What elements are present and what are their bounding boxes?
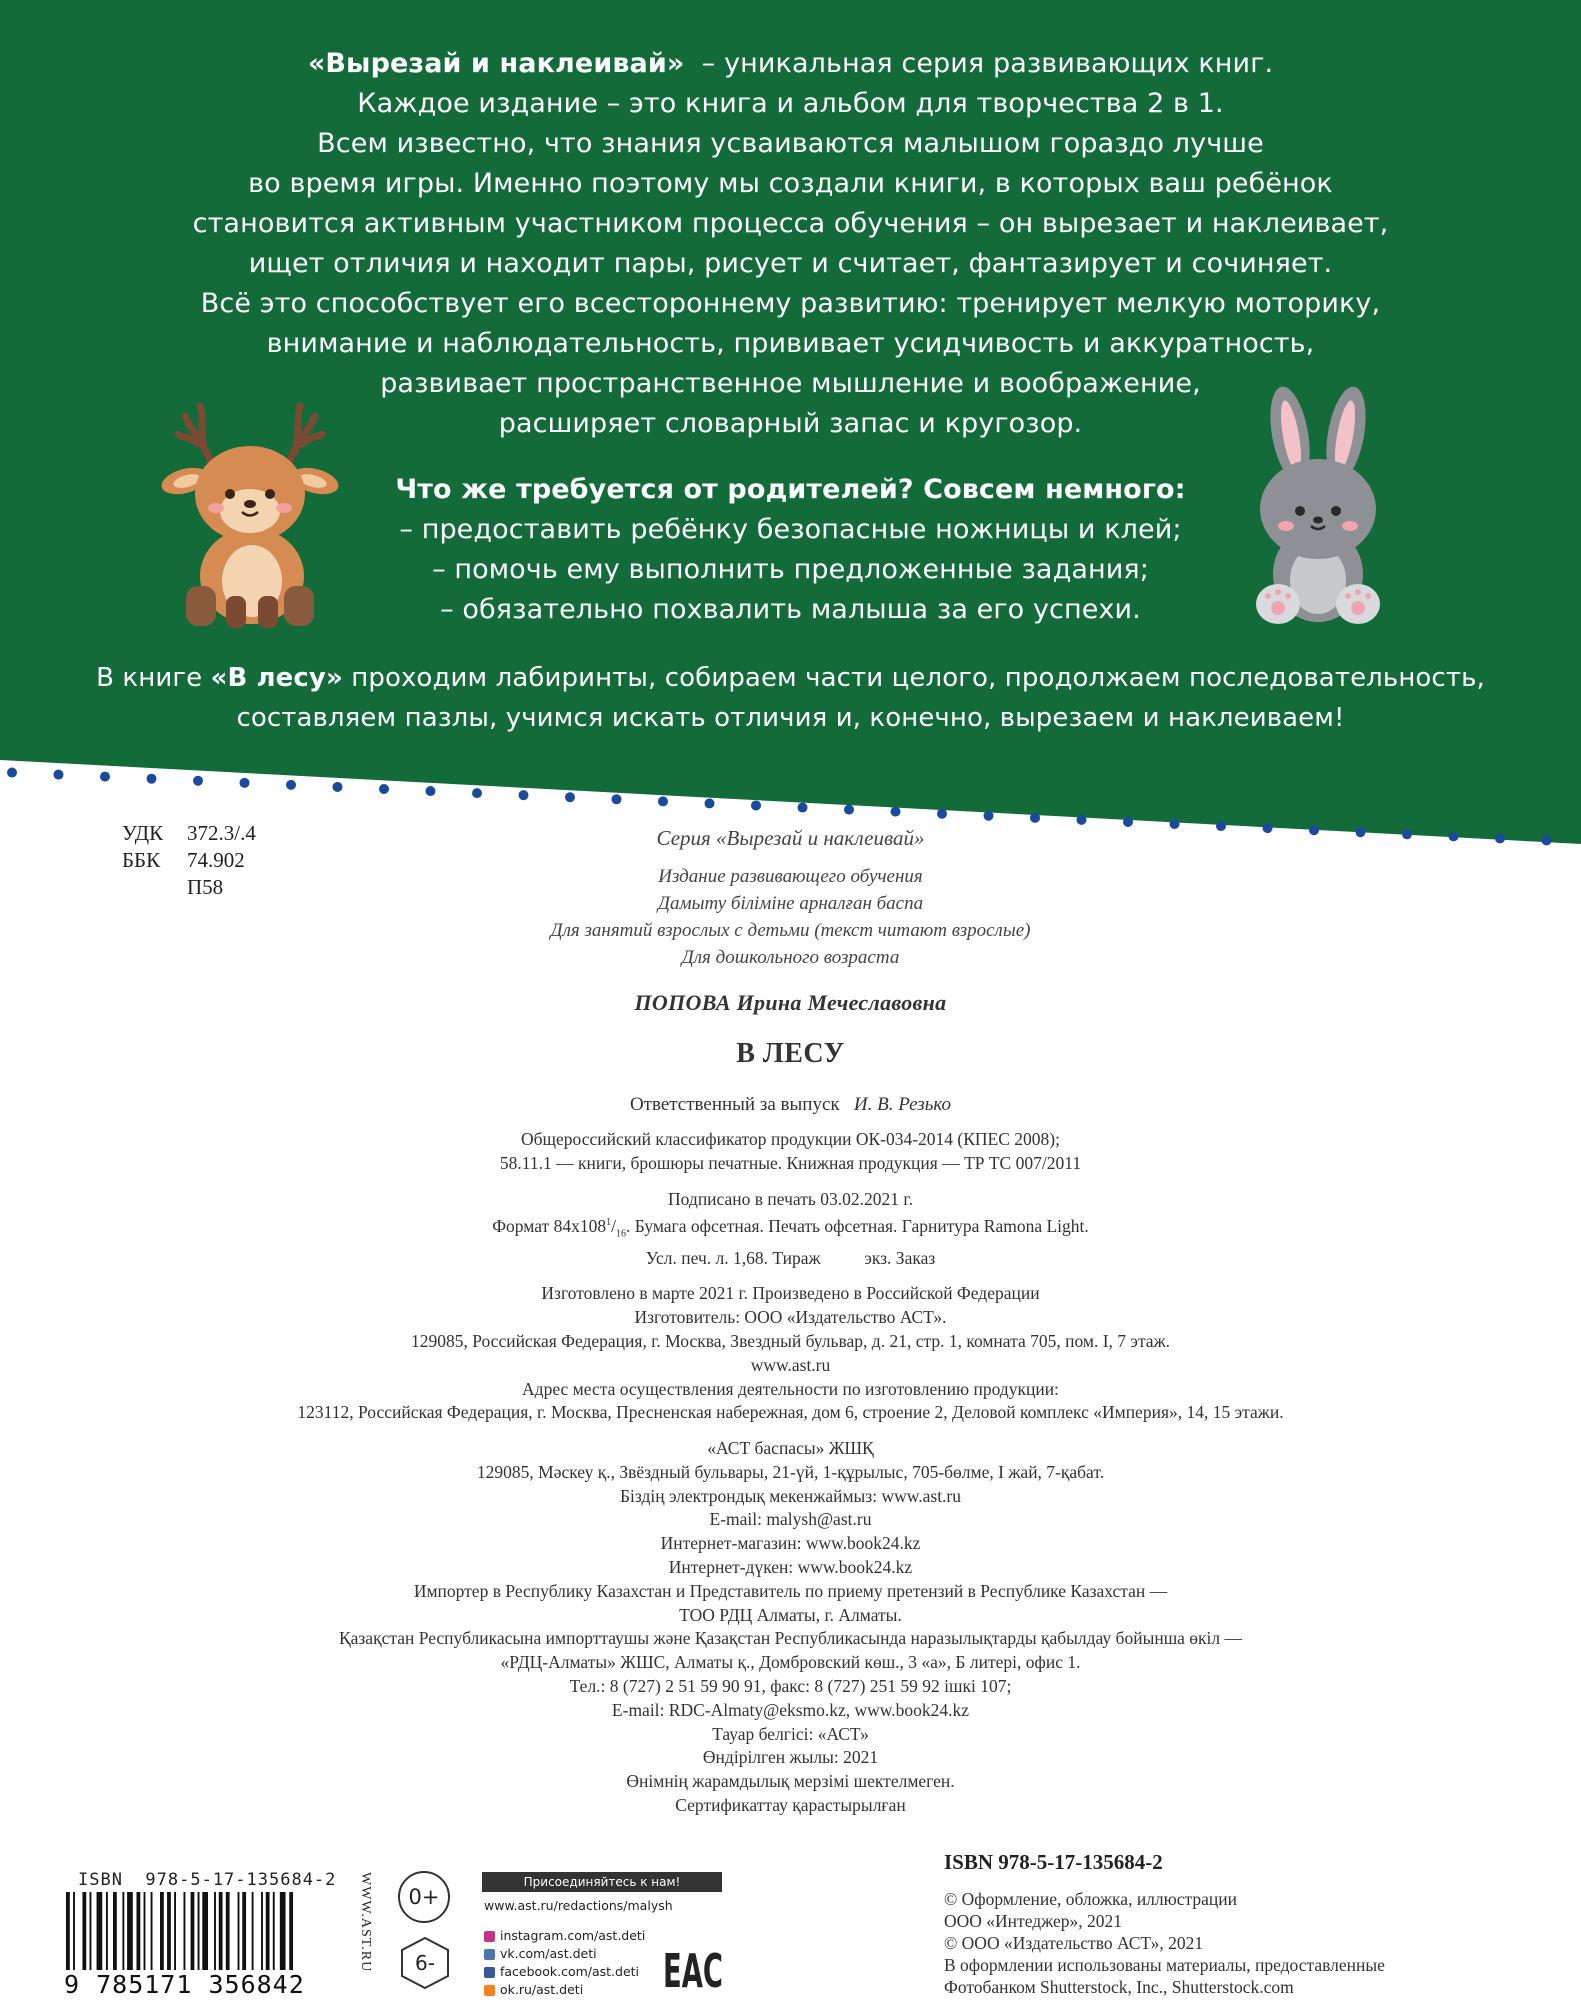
format-sup: 1: [606, 1217, 612, 1229]
kz-line: Интернет-дүкен: www.book24.kz: [668, 1557, 913, 1578]
intro-line: [0, 244, 1581, 284]
responsible-name: И. В. Резько: [853, 1094, 952, 1115]
edition-line: Издание развивающего обучения: [658, 866, 923, 887]
dot: [844, 805, 854, 815]
barcode-bar: [127, 1892, 133, 1974]
barcode-bar: [174, 1892, 176, 1974]
social-link-text: facebook.com/ast.deti: [500, 1964, 640, 1979]
svg-text:EAC: EAC: [663, 1944, 723, 1998]
inbook-text-2: составляем пазлы, учимся искать отличия и, конечно, вырезаем и наклеиваем!: [236, 703, 1345, 733]
eac-mark: [662, 1935, 724, 1998]
kz-line: Тауар белгісі: «АСТ»: [712, 1723, 869, 1744]
kz-line: Қазақстан Республикасына импорттаушы және Қазақстан Республикасында наразылықтарды қабылдау бойынша өкіл —: [338, 1628, 1243, 1649]
dot: [519, 790, 529, 800]
intro-line-text: Всем известно, что знания усваиваются малышом гораздо лучше: [317, 128, 1264, 159]
intro-line-text: расширяет словарный запас и кругозор.: [498, 408, 1083, 439]
manufacture-line: Изготовлено в марте 2021 г. Произведено в Российской Федерации: [541, 1283, 1040, 1304]
publication-details: [0, 1128, 1581, 1818]
intro-line-text: Всё это способствует его всестороннему развитию: тренирует мелкую моторику,: [200, 288, 1381, 319]
dot: [472, 788, 482, 798]
kz-line: E-mail: RDC-Almaty@eksmo.kz, www.book24.kz: [611, 1699, 970, 1720]
edition-notes: [0, 863, 1581, 971]
barcode-bar: [137, 1892, 141, 1974]
barcode-bar: [242, 1892, 246, 1974]
manufacture-line: 129085, Российская Федерация, г. Москва, Звездный бульвар, д. 21, стр. 1, комната 705, пом. I, 7 этаж.: [410, 1330, 1171, 1351]
barcode-bar: [106, 1892, 108, 1974]
print-sheets: Усл. печ. л. 1,68. Тираж экз. Заказ: [645, 1247, 936, 1268]
vk-icon: [484, 1949, 495, 1960]
barcode-bar: [261, 1892, 263, 1974]
social-link-text: ok.ru/ast.deti: [500, 1982, 584, 1997]
social-link-facebook[interactable]: [484, 1963, 645, 1981]
intro-line-text: внимание и наблюдательность, прививает усидчивость и аккуратность,: [266, 328, 1315, 359]
udk-label: УДК: [122, 821, 164, 845]
format-prefix: Формат 84x108: [492, 1216, 607, 1237]
intro-line-text: – уникальная серия развивающих книг.: [684, 48, 1274, 79]
barcode-bar: [160, 1892, 164, 1974]
intro-line: [0, 164, 1581, 204]
barcode-bar: [273, 1892, 275, 1974]
dot: [612, 794, 622, 804]
parents-item: – помочь ему выполнить предложенные задания;: [432, 554, 1149, 585]
signed-date: Подписано в печать 03.02.2021 г.: [668, 1188, 913, 1209]
dot: [379, 784, 389, 794]
ok-icon: [484, 1985, 495, 1996]
manufacture-line: www.ast.ru: [750, 1354, 831, 1375]
age-rating: 0+: [398, 1871, 450, 1923]
barcode-bar: [266, 1892, 270, 1974]
kz-line: «АСТ баспасы» ЖШҚ: [707, 1438, 874, 1459]
intro-line: [0, 44, 1581, 84]
intro-line: [0, 284, 1581, 324]
social-url[interactable]: www.ast.ru/redactions/malysh: [484, 1898, 673, 1913]
barcode-bar: [238, 1892, 240, 1974]
inbook-text: проходим лабиринты, собираем части целого, продолжаем последовательность,: [342, 663, 1485, 693]
social-links: [484, 1927, 645, 1999]
kz-line: «РДЦ-Алматы» ЖШС, Алматы қ., Домбровский көш., 3 «а», Б литері, офис 1.: [500, 1652, 1081, 1673]
barcode-bar: [82, 1892, 86, 1974]
age-hex-icon: [398, 1936, 452, 1990]
series-name: «Вырезай и наклеивай»: [307, 48, 685, 79]
dot: [565, 792, 575, 802]
parents-heading: Что же требуется от родителей? Совсем немного:: [395, 474, 1186, 505]
kz-line: Сертификаттау қарастырылған: [675, 1795, 906, 1816]
barcode-isbn: ISBN 978-5-17-135684-2: [78, 1870, 337, 1890]
instagram-icon: [484, 1931, 495, 1942]
dot: [147, 774, 157, 784]
dot: [54, 770, 64, 780]
dot: [798, 803, 808, 813]
intro-line-text: развивает пространственное мышление и воображение,: [380, 368, 1201, 399]
barcode-bar: [167, 1892, 171, 1974]
social-link-instagram[interactable]: [484, 1927, 645, 1945]
intro-line: [0, 84, 1581, 124]
responsible-label: Ответственный за выпуск: [629, 1094, 840, 1115]
dot: [426, 786, 436, 796]
udk-value: 372.3/.4: [187, 821, 256, 845]
edition-line: Для дошкольного возраста: [681, 947, 900, 968]
social-link-ok[interactable]: [484, 1981, 645, 1999]
parents-section: [0, 470, 1581, 630]
format-rest: . Бумага офсетная. Печать офсетная. Гарнитура Ramona Light.: [625, 1216, 1089, 1237]
kz-line: 129085, Мәскеу қ., Звёздный бульвары, 21-үй, 1-құрылыс, 705-бөлме, I жай, 7-қабат.: [476, 1461, 1105, 1482]
social-link-text: vk.com/ast.deti: [500, 1946, 597, 1961]
barcode-bar: [122, 1892, 124, 1974]
kz-line: Біздің электрондық мекенжаймыз: www.ast.ru: [619, 1485, 962, 1506]
dot: [705, 798, 715, 808]
author-sign-value: П58: [187, 875, 224, 899]
kz-line: Импортер в Республику Казахстан и Представитель по приему претензий в Республике Казахстан —: [413, 1580, 1168, 1601]
barcode-bar: [198, 1892, 200, 1974]
dot: [891, 807, 901, 817]
manufacture-line: 123112, Российская Федерация, г. Москва, Пресненская набережная, дом 6, строение 2, Деловой комплекс «Империя», 14, 15 этажи.: [297, 1402, 1284, 1423]
copyright-line: © ООО «Издательство АСТ», 2021: [944, 1933, 1204, 1953]
facebook-icon: [484, 1967, 495, 1978]
copyright-line: © Оформление, обложка, иллюстрации: [944, 1889, 1237, 1909]
format-line: Формат $84x108^1/_{16}$. Бумага офсетная. Печать офсетная. Гарнитура Ramona Light.: [492, 1216, 1089, 1240]
dot: [984, 811, 994, 821]
intro-line: [0, 204, 1581, 244]
kz-line: Тел.: 8 (727) 2 51 59 90 91, факс: 8 (727) 251 59 92 ішкі 107;: [569, 1676, 1012, 1697]
dot: [937, 809, 947, 819]
inbook-prefix: В книге: [96, 663, 211, 693]
dot: [286, 780, 296, 790]
kz-line: Интернет-магазин: www.book24.kz: [660, 1533, 921, 1554]
barcode-bar: [252, 1892, 254, 1974]
book-title: В ЛЕСУ: [736, 1038, 845, 1069]
inbook-title: «В лесу»: [210, 663, 343, 693]
barcode-digits: 9 785171 356842: [64, 1970, 305, 1999]
intro-line-text: становится активным участником процесса обучения – он вырезает и наклеивает,: [192, 208, 1389, 239]
copyright-line: В оформлении использованы материалы, предоставленные: [944, 1955, 1385, 1975]
edition-line: Для занятий взрослых с детьми (текст читают взрослые): [550, 920, 1031, 941]
barcode-bar: [202, 1892, 208, 1974]
barcode-bar: [151, 1892, 153, 1974]
barcode-bar: [191, 1892, 195, 1974]
intro-line-text: ищет отличия и находит пары, рисует и считает, фантазирует и сочиняет.: [248, 248, 1333, 279]
kz-line: Өнімнің жарамдылық мерзімі шектелмеген.: [626, 1771, 955, 1792]
parents-item: – предоставить ребёнку безопасные ножницы и клей;: [399, 514, 1182, 545]
manufacture-line: Изготовитель: ООО «Издательство АСТ».: [634, 1307, 947, 1328]
format-sub: 16: [615, 1228, 626, 1240]
intro-line: [0, 324, 1581, 364]
barcode-bar: [144, 1892, 146, 1974]
in-book-section: [0, 658, 1581, 738]
dot: [7, 768, 17, 778]
copyright-line: ООО «Интеджер», 2021: [944, 1911, 1123, 1931]
barcode-bar: [97, 1892, 103, 1974]
dot: [333, 782, 343, 792]
dot: [658, 796, 668, 806]
dot: [751, 800, 761, 810]
kz-line: Өндірілген жылы: 2021: [702, 1747, 879, 1768]
intro-line-text: во время игры. Именно поэтому мы создали книги, в которых ваш ребёнок: [248, 168, 1333, 199]
dot: [193, 776, 203, 786]
parents-item: – обязательно похвалить малыша за его успехи.: [440, 594, 1141, 625]
barcode-bar: [214, 1892, 216, 1974]
classifier-line: 58.11.1 — книги, брошюры печатные. Книжная продукция — ТР ТС 007/2011: [499, 1152, 1082, 1173]
social-link-text: instagram.com/ast.deti: [500, 1928, 646, 1943]
www-vertical-text: WWW.AST.RU: [358, 1872, 373, 1973]
copyright-block: [944, 1888, 1385, 1998]
www-vertical: [355, 1872, 375, 2000]
kz-line: E-mail: malysh@ast.ru: [709, 1509, 872, 1530]
dot: [240, 778, 250, 788]
intro-line: [0, 124, 1581, 164]
bbk-value: 74.902: [187, 848, 245, 872]
copyright-line: Фотобанком Shutterstock, Inc., Shutterstock.com: [944, 1977, 1294, 1997]
author-name: ПОПОВА Ирина Мечеславовна: [634, 990, 947, 1015]
manufacture-line: Адрес места осуществления деятельности по изготовлению продукции:: [522, 1378, 1059, 1399]
responsible-editor: [0, 1094, 1581, 1116]
series-title: Серия «Вырезай и наклеивай»: [656, 826, 925, 850]
barcode-bar: [226, 1892, 230, 1974]
barcode-bar: [90, 1892, 92, 1974]
barcode-bar: [219, 1892, 223, 1974]
isbn: ISBN 978-5-17-135684-2: [944, 1850, 1163, 1874]
bbk-label: ББК: [122, 848, 161, 872]
dot: [1077, 815, 1087, 825]
edition-line: Дамыту біліміне арналған баспа: [657, 893, 924, 914]
svg-text:6-: 6-: [415, 1951, 435, 1975]
intro-line-text: Каждое издание – это книга и альбом для творчества 2 в 1.: [357, 88, 1224, 119]
dot: [1030, 813, 1040, 823]
dot: [100, 772, 110, 782]
barcode-bar: [113, 1892, 117, 1974]
kz-line: ТОО РДЦ Алматы, г. Алматы.: [679, 1604, 902, 1625]
classifier-line: Общероссийский классификатор продукции ОК-034-2014 (КПЕС 2008);: [521, 1129, 1060, 1149]
join-us-banner: Присоединяйтесь к нам!: [482, 1872, 722, 1892]
social-link-vk[interactable]: [484, 1945, 645, 1963]
